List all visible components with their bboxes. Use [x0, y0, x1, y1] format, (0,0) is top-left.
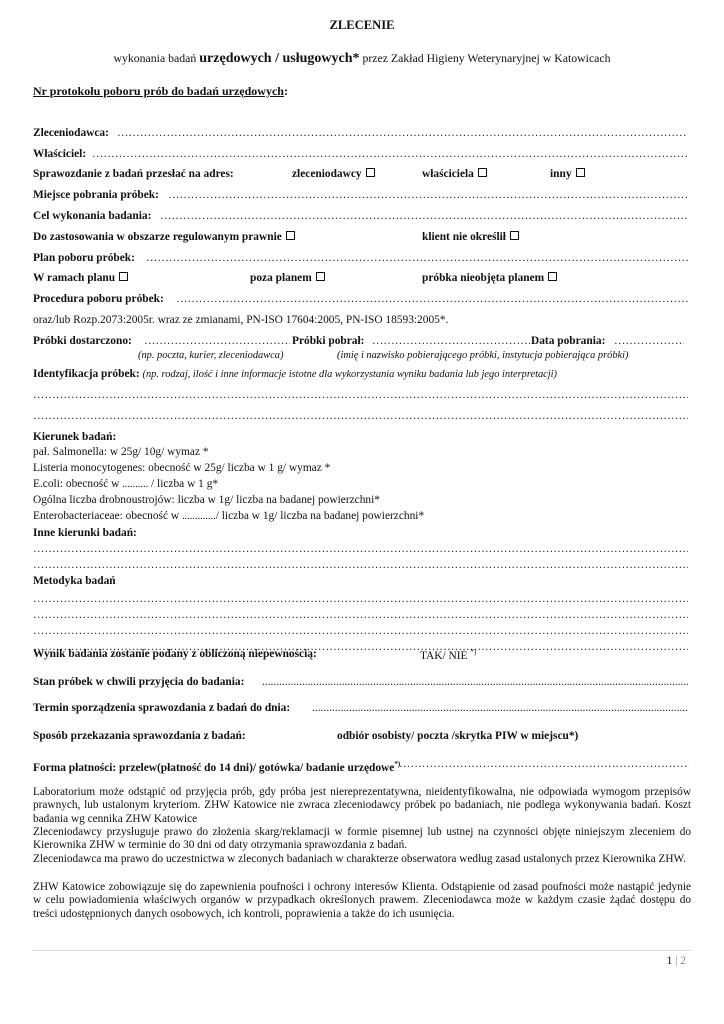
checkbox-regulated-area[interactable] [286, 231, 295, 240]
form-subtitle [0, 51, 724, 66]
methodology-line-2[interactable] [33, 608, 688, 622]
report-delivery-value[interactable]: odbiór osobisty/ poczta /skrytka PIW w miejscu*) [337, 730, 579, 742]
sampling-plan-label: Plan poboru próbek: [33, 252, 135, 264]
checkbox-wlasciciela[interactable] [478, 168, 487, 177]
delivered-label: Próbki dostarczono: [33, 335, 132, 347]
sampling-place-label: Miejsce pobrania próbek: [33, 189, 159, 201]
uncertainty-label: Wynik badania zostanie podany z obliczoną niepewnością: [33, 648, 317, 660]
methodology-line-3[interactable] [33, 624, 688, 638]
within-plan-option[interactable]: W ramach planu [33, 271, 128, 285]
wlasciciel-field[interactable] [92, 147, 688, 161]
other-tests-line-1[interactable] [33, 542, 688, 556]
opt-inny[interactable]: inny [550, 167, 585, 181]
checkbox-inny[interactable] [576, 168, 585, 177]
test-listeria: Listeria monocytogenes: obecność w 25g/ liczba w 1 g/ wymaz * [33, 462, 331, 474]
test-ecoli: E.coli: obecność w .......... / liczba w 1 g* [33, 478, 219, 490]
outside-plan-option[interactable]: poza planem [250, 271, 325, 285]
report-deadline-label: Termin sporządzenia sprawozdania z badań do dnia: [33, 702, 291, 714]
sampling-plan-field[interactable] [146, 251, 688, 265]
checkbox-outside-plan[interactable] [316, 272, 325, 281]
zleceniodawca-field[interactable] [117, 126, 687, 140]
not-in-plan-option[interactable]: próbka nieobjęta planem [422, 271, 557, 285]
terms-paragraph-4: ZHW Katowice zobowiązuje się do zapewnienia poufności i ochrony interesów Klienta. Odstąpienie od zasad poufności może nastąpić jedynie w celu powiadomienia właściwych organów w przypadkach określonych prawem. Zleceniodawca może w każdym czasie żądać dostępu do treści udostępnionych danych osobowych, ich kontroli, poprawienia a także do ich usunięcia. [33, 881, 691, 920]
regulated-area-option[interactable]: Do zastosowania w obszarze regulowanym prawnie [33, 230, 295, 244]
protocol-number-label: Nr protokołu poboru prób do badań urzędowych: [33, 84, 288, 98]
subtitle-post: przez Zakład Higieny Weterynaryjnej w Katowicach [359, 51, 611, 65]
other-tests-line-2[interactable] [33, 558, 688, 572]
terms-paragraph-3: Zleceniodawca ma prawo do uczestnictwa w zleconych badaniach w charakterze obserwatora według zasad ustalonych przez Kierownika ZHW. [33, 853, 686, 865]
form-title: ZLECENIE [329, 18, 395, 32]
payment-form-field[interactable] [399, 757, 689, 771]
opt-zleceniodawcy[interactable]: zleceniodawcy [292, 167, 375, 181]
report-deadline-field[interactable] [312, 701, 688, 715]
test-total-count: Ogólna liczba drobnoustrojów: liczba w 1g/ liczba na badanej powierzchni* [33, 494, 380, 506]
subtitle-emphasis: urzędowych / usługowych* [199, 51, 360, 66]
regulation-reference: oraz/lub Rozp.2073:2005r. wraz ze zmianami, PN-ISO 17604:2005, PN-ISO 18593:2005*. [33, 314, 449, 326]
footer-divider [33, 950, 691, 951]
methodology-line-1[interactable] [33, 592, 688, 606]
sample-condition-field[interactable] [262, 675, 688, 689]
test-salmonella: pał. Salmonella: w 25g/ 10g/ wymaz * [33, 446, 209, 458]
delivered-field[interactable] [144, 334, 290, 348]
sampling-place-field[interactable] [168, 188, 688, 202]
procedure-field[interactable] [176, 292, 688, 306]
identification-line-1[interactable] [33, 388, 688, 402]
wlasciciel-label: Właściciel: [33, 148, 87, 160]
test-enterobacteriaceae: Enterobacteriaceae: obecność w ............./ liczba w 1g/ liczba na badanej powierzchni* [33, 510, 425, 522]
checkbox-client-unspecified[interactable] [510, 231, 519, 240]
checkbox-within-plan[interactable] [119, 272, 128, 281]
other-tests-heading: Inne kierunki badań: [33, 527, 137, 539]
report-address-label: Sprawozdanie z badań przesłać na adres: [33, 168, 234, 180]
payment-form-label: Forma płatności: przelew(płatność do 14 dni)/ gotówka/ badanie urzędowe*) [33, 760, 401, 774]
collected-by-field[interactable] [372, 334, 530, 348]
purpose-field[interactable] [160, 209, 688, 223]
terms-paragraph-2: Zleceniodawcy przysługuje prawo do złożenia skarg/reklamacji w formie pisemnej lub ustnej na czynności objęte niniejszym zleceniem do Kierownika ZHW w terminie do 30 dni od daty otrzymania sprawozdania z badań. [33, 826, 691, 852]
procedure-label: Procedura poboru próbek: [33, 293, 164, 305]
collected-by-label: Próbki pobrał: [292, 335, 365, 347]
identification-label: Identyfikacja próbek: (np. rodzaj, ilość i inne informacje istotne dla wykorzystania wyniku badania lub jego interpretacji) [33, 368, 558, 380]
sample-condition-label: Stan próbek w chwili przyjęcia do badania: [33, 676, 245, 688]
test-direction-heading: Kierunek badań: [33, 431, 117, 443]
identification-hint: (np. rodzaj, ilość i inne informacje istotne dla wykorzystania wyniku badania lub jego interpretacji) [142, 369, 558, 380]
report-delivery-label: Sposób przekazania sprawozdania z badań: [33, 730, 246, 742]
checkbox-not-in-plan[interactable] [548, 272, 557, 281]
zleceniodawca-label: Zleceniodawca: [33, 127, 109, 139]
purpose-label: Cel wykonania badania: [33, 210, 152, 222]
collection-date-label: Data pobrania: [531, 335, 606, 347]
terms-paragraph-1: Laboratorium może odstąpić od przyjęcia prób, gdy próba jest niereprezentatywna, nieidentyfikowalna, nie odpowiada wymogom przepisów prawnych, lub ustalonym kryteriom. ZHW Katowice nie zwraca zleceniodawcy próbek po badaniach, nie podlega wykonywania badań. Koszt badania wg cennika ZHW Katowice [33, 786, 691, 825]
page-number: 1 | 2 [666, 955, 686, 967]
subtitle-pre: wykonania badań [113, 51, 200, 65]
checkbox-zleceniodawcy[interactable] [366, 168, 375, 177]
collector-hint: (imię i nazwisko pobierającego próbki, instytucja pobierająca próbki) [337, 350, 629, 361]
opt-wlasciciela[interactable]: właściciela [422, 167, 487, 181]
collection-date-field[interactable] [614, 334, 684, 348]
identification-line-2[interactable] [33, 409, 688, 423]
delivery-hint: (np. poczta, kurier, zleceniodawca) [138, 350, 284, 361]
methodology-heading: Metodyka badań [33, 575, 116, 587]
client-unspecified-option[interactable]: klient nie określił [422, 230, 519, 244]
uncertainty-value[interactable]: TAK/ NIE *) [420, 648, 477, 662]
